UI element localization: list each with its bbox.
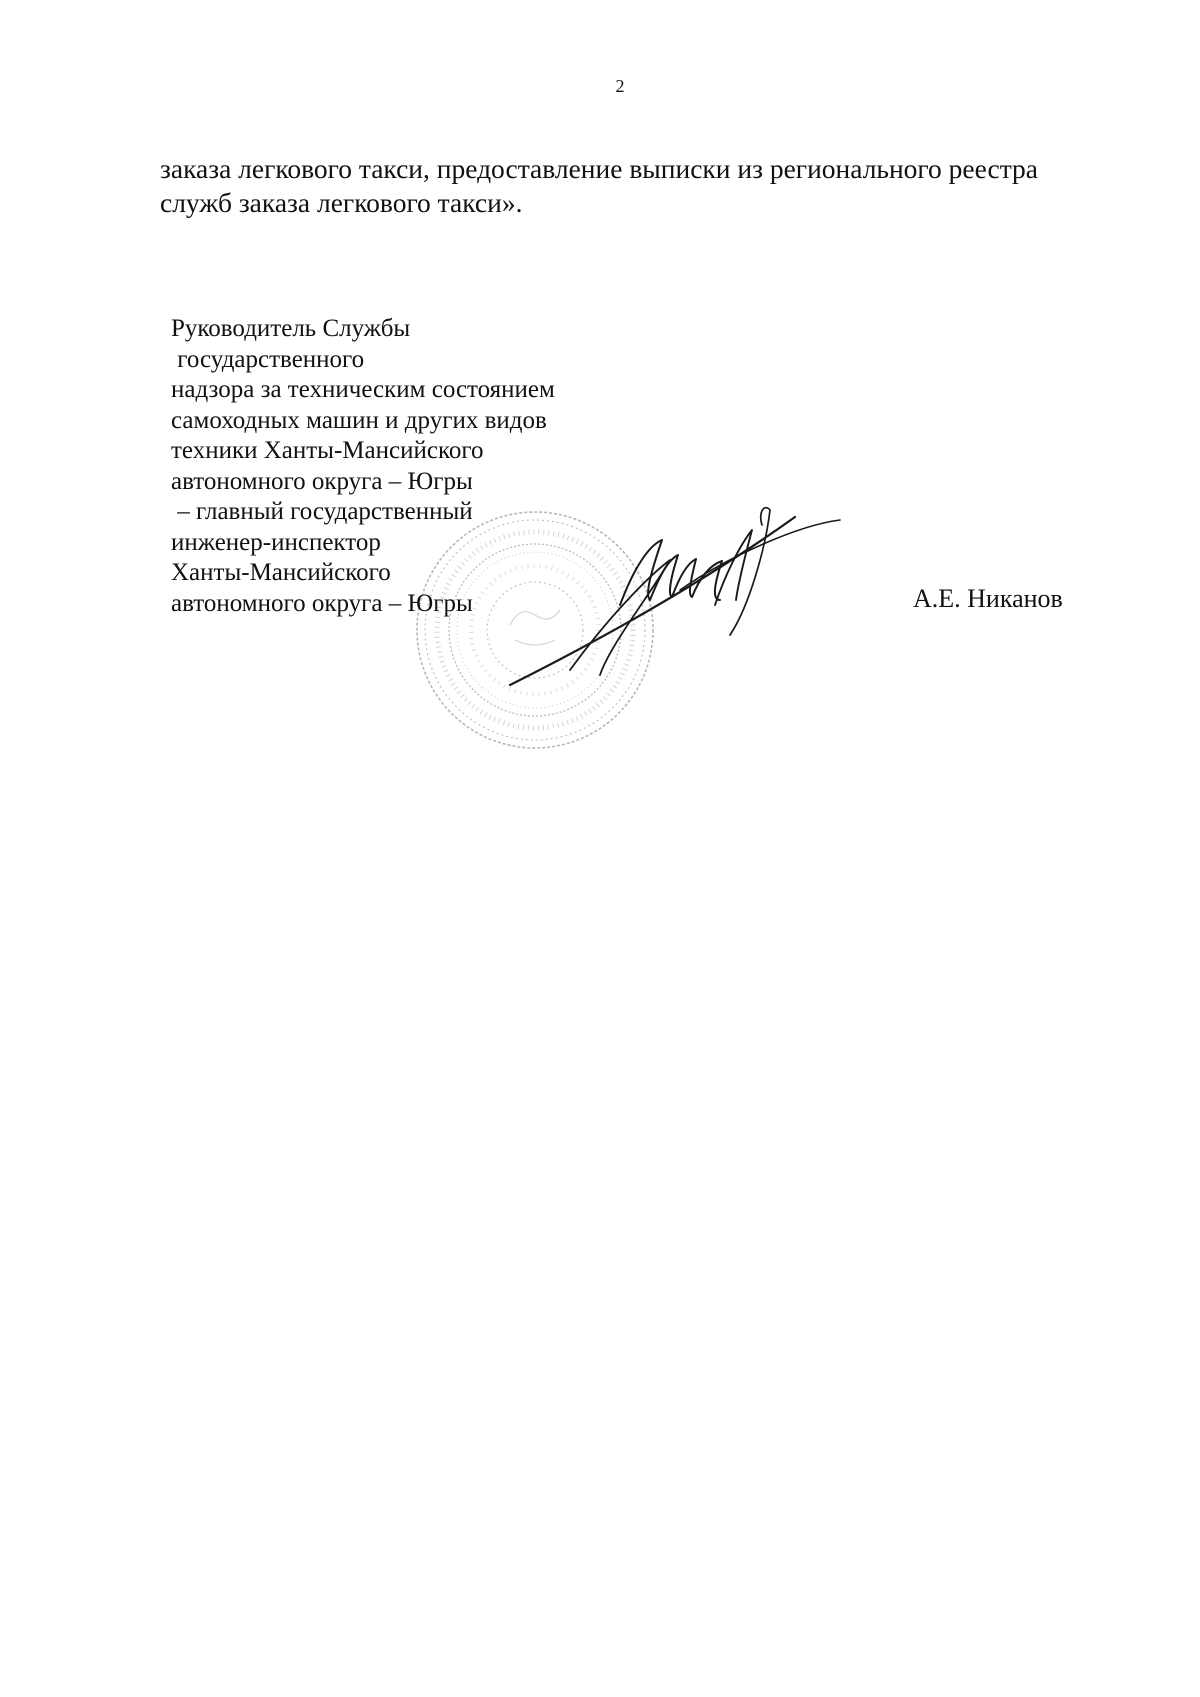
body-paragraph: заказа легкового такси, предоставление выписки из регионального реестра служб заказа легкового такси».	[160, 153, 1039, 218]
signer-position-line: автономного округа – Югры	[171, 589, 473, 617]
signer-position-line: техники Ханты-Мансийского	[171, 437, 484, 464]
page-number: 2	[615, 76, 625, 96]
signer-position-line: – главный государственный	[171, 498, 473, 525]
signer-position-line: инженер-инспектор	[171, 528, 381, 556]
handwritten-signature-icon	[500, 505, 880, 705]
signer-position-line: надзора за техническим состоянием	[171, 376, 555, 403]
signer-position-line: автономного округа – Югры	[171, 467, 473, 495]
signer-name: А.Е. Никанов	[913, 584, 1063, 613]
signer-position-line: государственного	[171, 345, 365, 373]
signer-position-line: самоходных машин и других видов	[171, 406, 547, 434]
signer-position-line: Руководитель Службы	[171, 315, 411, 342]
signer-position-line: Ханты-Мансийского	[171, 559, 391, 586]
